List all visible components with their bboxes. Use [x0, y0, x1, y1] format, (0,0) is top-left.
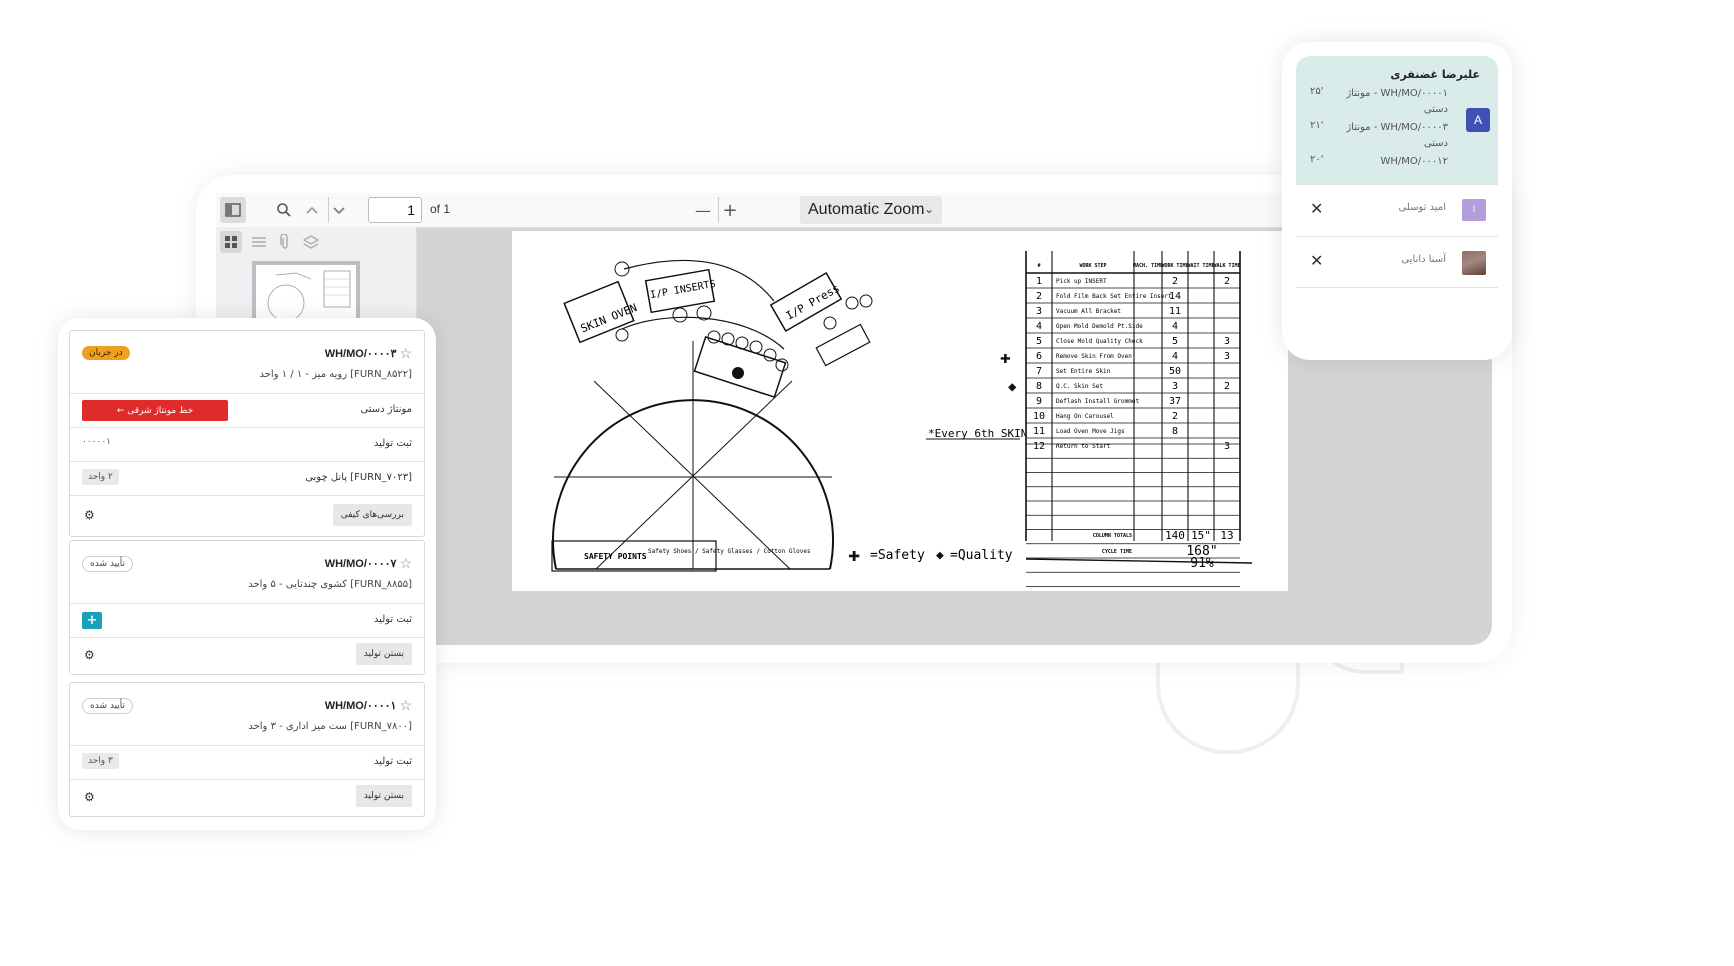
page-count: of 1	[430, 202, 451, 216]
thumbnails-view-button[interactable]	[220, 231, 242, 253]
status-badge: در جریان	[82, 346, 130, 360]
star-icon[interactable]: ☆	[399, 345, 412, 361]
table-cell: 9	[1035, 396, 1043, 407]
list-icon	[252, 236, 266, 248]
register-row	[70, 427, 424, 461]
product-line: [FURN_۸۸۵۵] کشوی چندتایی - ۵ واحد	[248, 579, 412, 590]
activity-panel	[1282, 42, 1512, 360]
gear-icon[interactable]: ⚙	[84, 508, 95, 522]
table-cell: 2	[1171, 276, 1179, 287]
search-icon	[276, 202, 292, 218]
table-cell: 10	[1032, 411, 1046, 422]
component-qty[interactable]: ۲ واحد	[82, 469, 119, 485]
activity-count: '۲۵	[1310, 86, 1324, 97]
table-cell: 8	[1171, 426, 1179, 437]
mo-card[interactable]	[69, 330, 425, 537]
mo-card[interactable]	[69, 682, 425, 817]
card-header	[70, 331, 424, 393]
drawing-label: I/P INSERTS	[649, 278, 717, 302]
table-cell: 6	[1035, 351, 1043, 362]
actions-row	[70, 779, 424, 816]
user-name: علیرضا غضنفری	[1390, 68, 1480, 81]
workcenter-button[interactable]: خط مونتاژ شرقی ←	[82, 400, 228, 421]
register-row	[70, 745, 424, 779]
register-label: ثبت تولید	[373, 614, 412, 625]
table-cell: 5	[1035, 336, 1043, 347]
gear-icon[interactable]: ⚙	[84, 790, 95, 804]
table-cell: 11	[1168, 306, 1182, 317]
table-cell: 4	[1171, 321, 1179, 332]
zoom-select[interactable]	[800, 196, 942, 224]
star-icon[interactable]: ☆	[399, 697, 412, 713]
table-cell: 3	[1223, 351, 1231, 362]
zoom-select-value: Automatic Zoom	[808, 201, 925, 218]
table-cell: Return to Start	[1056, 443, 1111, 450]
table-header: MACH. TIME	[1132, 263, 1164, 269]
mo-reference: WH/MO/۰۰۰۰۳	[324, 348, 397, 360]
star-icon[interactable]: ☆	[399, 555, 412, 571]
table-cell: 3	[1035, 306, 1043, 317]
table-cell: Load Oven Move Jigs	[1056, 428, 1125, 435]
activity-count: '۲۰	[1310, 154, 1324, 165]
table-cell: 37	[1168, 396, 1182, 407]
work-table	[1026, 251, 1252, 587]
gear-icon[interactable]: ⚙	[84, 648, 95, 662]
layers-icon	[303, 235, 319, 249]
component-row	[70, 461, 424, 495]
table-cell: Open Mold Demold Pt.Side	[1056, 323, 1143, 330]
register-qty[interactable]: ۳ واحد	[82, 753, 119, 769]
card-title[interactable]	[325, 345, 412, 362]
thumbnail-drawing	[256, 265, 356, 319]
card-header	[70, 541, 424, 603]
close-production-button[interactable]: بستن تولید	[356, 785, 412, 807]
table-cell: 2	[1171, 411, 1179, 422]
table-cell: 2	[1223, 276, 1231, 287]
zoom-out-button[interactable]: —	[695, 200, 711, 220]
quality-legend-icon: ◆	[936, 548, 944, 563]
table-header: WAIT TIME	[1187, 263, 1215, 269]
avatar: ا	[1462, 199, 1486, 221]
drawing-label: Safety Shoes / Safety Glasses / Cotton Gloves	[648, 548, 811, 555]
table-cell: 3	[1223, 441, 1231, 452]
table-total: 15"	[1191, 529, 1211, 542]
quality-marker: ◆	[1008, 379, 1017, 395]
table-label: COLUMN TOTALS	[1092, 533, 1132, 539]
product-line: [FURN_۷۸۰۰] ست میز اداری - ۳ واحد	[248, 721, 412, 732]
avatar: A	[1466, 108, 1490, 132]
table-total: 168"	[1186, 544, 1218, 559]
table-cell: Deflash Install Grommet	[1056, 398, 1140, 405]
table-cell: Remove Skin From Oven	[1056, 353, 1132, 360]
chevron-up-icon	[305, 205, 319, 215]
previous-page-button[interactable]	[302, 197, 322, 223]
user-row[interactable]	[1296, 184, 1498, 235]
activity-line: WH/MO/۰۰۰۰۱ - مونتاژ دستی	[1346, 88, 1448, 115]
next-page-button[interactable]	[328, 197, 349, 223]
table-cell: Close Mold Quality Check	[1056, 338, 1143, 345]
work-station-drawing	[512, 231, 1288, 591]
pdf-page	[512, 231, 1288, 591]
actions-row	[70, 495, 424, 536]
table-header: WORK STEP	[1079, 263, 1107, 269]
sidebar-toggle-button[interactable]	[220, 197, 246, 223]
quality-checks-button[interactable]: بررسی‌های کیفی	[333, 504, 412, 526]
register-label: ثبت تولید	[373, 438, 412, 449]
mo-reference: WH/MO/۰۰۰۰۱	[324, 700, 397, 712]
activity-user-block[interactable]	[1296, 56, 1498, 184]
lot-number: ۰۰۰۰۰۱	[82, 437, 112, 447]
outline-view-button[interactable]	[248, 231, 270, 253]
status-badge: تأیید شده	[82, 698, 133, 714]
table-cell: Hang On Carousel	[1056, 413, 1114, 420]
table-cell: 11	[1032, 426, 1046, 437]
table-cell: 50	[1168, 366, 1182, 377]
drawing-label: SAFETY POINTS	[584, 552, 647, 561]
table-header: WALK TIME	[1213, 263, 1241, 269]
page-number-input[interactable]	[368, 197, 422, 223]
table-label: CYCLE TIME	[1101, 549, 1132, 555]
close-icon[interactable]: ✕	[1310, 251, 1324, 270]
activity-count: '۲۱	[1310, 120, 1324, 131]
drawing-label: =Safety	[870, 548, 925, 563]
zoom-in-button[interactable]: +	[718, 197, 741, 223]
mo-reference: WH/MO/۰۰۰۰۷	[324, 558, 397, 570]
table-cell: 3	[1171, 381, 1179, 392]
layers-view-button[interactable]	[300, 231, 322, 253]
table-header: #	[1037, 263, 1041, 269]
mo-card[interactable]	[69, 540, 425, 675]
card-title[interactable]	[325, 697, 412, 714]
register-row	[70, 603, 424, 637]
product-line: [FURN_۸۵۲۲] رویه میز - ۱ / ۱ واحد	[259, 369, 412, 380]
user-name: آسنا دانایی	[1401, 254, 1446, 265]
table-row-line	[1026, 559, 1252, 563]
table-cell: 2	[1223, 381, 1231, 392]
table-cell: Fold Film Back Set Entire Insert	[1056, 293, 1172, 300]
drawing-label: SKIN OVEN	[578, 301, 639, 336]
paperclip-icon	[280, 234, 290, 250]
manufacturing-orders-panel	[58, 318, 436, 830]
table-cell: 8	[1035, 381, 1043, 392]
operation-row	[70, 393, 424, 427]
activity-line: WH/MO/۰۰۰۱۲	[1380, 156, 1448, 167]
grid-icon	[225, 236, 237, 248]
table-cell: 14	[1168, 291, 1182, 302]
drawing-label: *Every 6th SKIN	[928, 427, 1028, 440]
operation-label: مونتاژ دستی	[360, 404, 412, 415]
close-production-button[interactable]: بستن تولید	[356, 643, 412, 665]
attachments-view-button[interactable]	[274, 231, 296, 253]
table-cell: 4	[1171, 351, 1179, 362]
search-button[interactable]	[272, 197, 296, 223]
table-cell: 1	[1035, 276, 1043, 287]
add-button[interactable]: +	[82, 612, 102, 629]
page-thumbnail[interactable]	[252, 261, 360, 323]
safety-legend-icon: ✚	[848, 542, 861, 566]
table-cell: Set Entire Skin	[1056, 368, 1111, 375]
register-label: ثبت تولید	[373, 756, 412, 767]
table-cell: 4	[1035, 321, 1043, 332]
chevron-down-icon: ⌄	[923, 202, 934, 216]
table-total: 91%	[1190, 556, 1214, 571]
table-cell: Vacuum All Bracket	[1056, 308, 1122, 315]
table-cell: 2	[1035, 291, 1043, 302]
safety-marker: ✚	[1000, 347, 1011, 368]
avatar	[1462, 251, 1486, 275]
table-cell: Q.C. Skin Set	[1056, 383, 1103, 390]
chevron-down-icon	[332, 205, 346, 215]
drawing-label: =Quality	[950, 548, 1013, 563]
user-row[interactable]	[1296, 236, 1498, 288]
drawing-label: I/P Press	[783, 281, 842, 323]
table-total: 13	[1220, 529, 1234, 542]
card-header	[70, 683, 424, 745]
table-total: 140	[1165, 529, 1185, 542]
status-badge: تأیید شده	[82, 556, 133, 572]
table-cell: 7	[1035, 366, 1043, 377]
table-cell: 12	[1032, 441, 1046, 452]
sidebar-toggle-icon	[225, 203, 241, 217]
actions-row	[70, 637, 424, 674]
activity-line: WH/MO/۰۰۰۰۳ - مونتاژ دستی	[1346, 122, 1448, 149]
table-header: WORK TIME	[1161, 263, 1189, 269]
user-name: امید توسلی	[1398, 202, 1446, 213]
card-title[interactable]	[325, 555, 412, 572]
close-icon[interactable]: ✕	[1310, 199, 1324, 218]
table-cell: 5	[1171, 336, 1179, 347]
table-cell: Pick up INSERT	[1056, 278, 1107, 285]
component-label: [FURN_۷۰۲۳] پانل چوبی	[305, 472, 412, 483]
table-cell: 3	[1223, 336, 1231, 347]
